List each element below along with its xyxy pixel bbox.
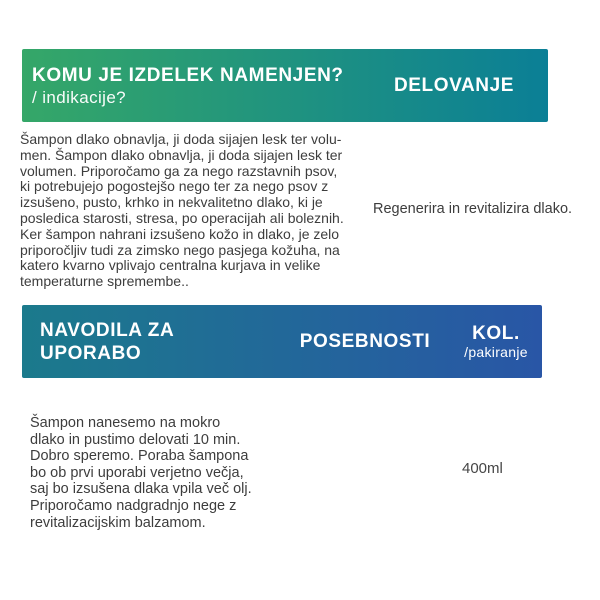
paragraph-line: men. Šampon dlako obnavlja, ji doda sijajen lesk ter <box>20 146 343 163</box>
paragraph-line: Šampon nanesemo na mokro <box>30 415 221 431</box>
who-header-left <box>22 64 360 108</box>
who-body-paragraph <box>20 132 344 290</box>
paragraph-line: izsušeno, pusto, krhko in nekvalitetno dlako, ki je <box>20 194 323 211</box>
who-header-band <box>22 49 548 122</box>
usage-header-left <box>22 319 280 365</box>
paragraph-line: priporočljiv tudi za zimsko nego pasjega kožuha, na <box>20 241 340 258</box>
posebnosti-header-title: POSEBNOSTI <box>299 331 431 352</box>
paragraph-line: katero kvarno vplivajo centralna kurjava in velike <box>20 257 321 274</box>
paragraph-line: volumen. Priporočamo ga za nego razstavnih psov, <box>20 162 338 179</box>
paragraph-line: revitalizacijskim balzamom. <box>30 514 206 531</box>
kol-header <box>450 324 542 360</box>
who-header-title: KOMU JE IZDELEK NAMENJEN? <box>32 64 344 86</box>
quantity-value: 400ml <box>462 460 503 477</box>
paragraph-line: bo ob prvi uporabi verjetno večja, <box>30 464 244 481</box>
who-header-subtitle: / indikacije? <box>32 87 127 107</box>
kol-header-subtitle: /pakiranje <box>464 343 528 360</box>
posebnosti-header <box>280 330 450 353</box>
delovanje-header-title: DELOVANJE <box>393 75 515 96</box>
paragraph-line: Priporočamo nadgradnjo nege z <box>30 497 237 514</box>
paragraph-line: saj bo izsušena dlaka vpila več olj. <box>30 481 252 498</box>
usage-header-band <box>22 305 542 378</box>
usage-body-paragraph <box>30 415 252 531</box>
kol-header-title: KOL. <box>472 322 520 344</box>
paragraph-line: Ker šampon nahrani izsušeno kožo in dlako, je zelo <box>20 225 340 242</box>
paragraph-line: Šampon dlako obnavlja, ji doda sijajen lesk ter volu- <box>20 131 342 147</box>
paragraph-line: ki potrebujejo pogostejšo nego ter za nego psov z <box>20 178 329 195</box>
paragraph-line: dlako in pustimo delovati 10 min. <box>30 431 241 448</box>
paragraph-line: Dobro speremo. Poraba šampona <box>30 448 249 465</box>
paragraph-line: temperaturne spremembe.. <box>20 273 189 290</box>
usage-header-title: NAVODILA ZA UPORABO <box>40 319 174 364</box>
delovanje-value: Regenerira in revitalizira dlako. <box>373 201 573 217</box>
delovanje-header <box>360 74 548 97</box>
paragraph-line: posledica starosti, stresa, po operacijah ali boleznih. <box>20 209 344 226</box>
